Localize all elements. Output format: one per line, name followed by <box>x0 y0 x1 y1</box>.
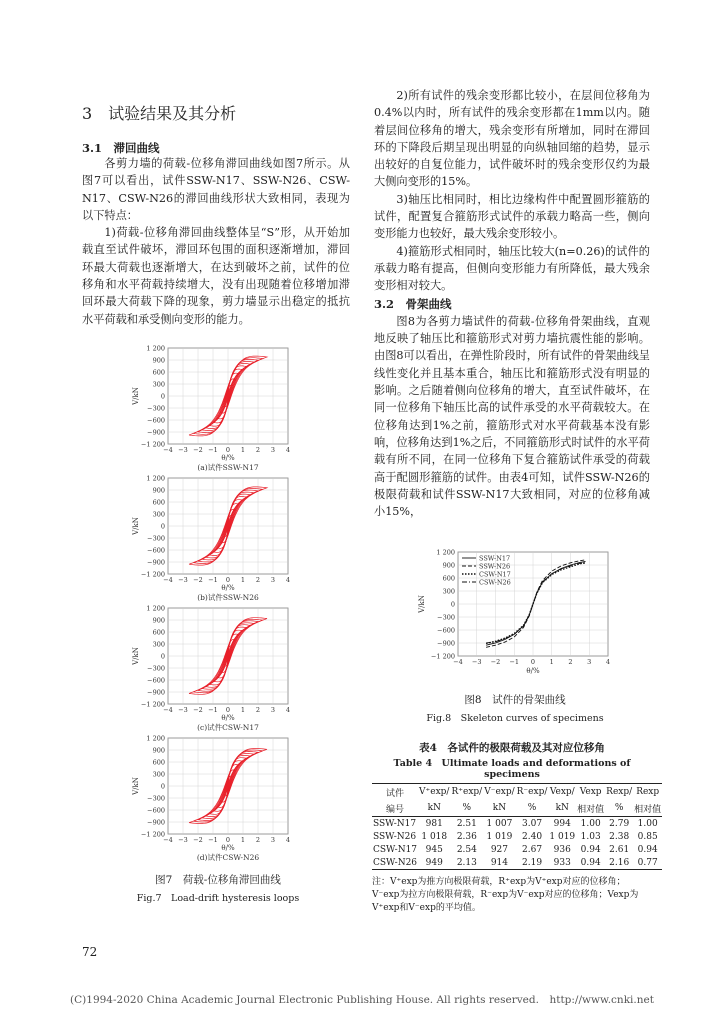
x-tick-label: −3 <box>178 706 188 714</box>
y-tick-label: 1 200 <box>146 734 165 743</box>
table-cell: 1.00 <box>637 818 658 829</box>
table-header-row <box>372 800 662 817</box>
header-cell: kN <box>483 800 515 817</box>
table-cell: 981 <box>425 818 443 829</box>
y-tick-label: 0 <box>160 392 165 401</box>
y-tick-label: 600 <box>152 758 165 767</box>
y-axis-label: V/kN <box>132 517 140 535</box>
y-tick-label: 600 <box>442 574 455 583</box>
y-tick-label: 0 <box>160 522 165 531</box>
x-tick-label: 1 <box>240 446 246 454</box>
y-tick-label: 1 200 <box>146 474 165 483</box>
panel-caption: (b)试件SSW-N26 <box>197 593 259 602</box>
table-cell: CSW-N26 <box>373 857 418 868</box>
x-tick-label: −4 <box>163 576 173 584</box>
header-cell: % <box>450 800 483 817</box>
paragraph: 1)荷载-位移角滞回曲线整体呈“S”形，从开始加载直至试件破坏，滞回环包围的面积逐渐增加，滞回环最大荷载也逐渐增大，在达到破坏之前，试件的位移角和水平荷载持续增大，没有出现随着位移增加滞回环最大荷载下降的现象，剪力墙显示出稳定的抵抗水平荷载和承受侧向变形的能力。 <box>82 226 350 326</box>
x-tick-label: −4 <box>163 446 173 454</box>
x-tick-label: −3 <box>471 658 482 666</box>
table-cell: 933 <box>548 856 576 870</box>
header-cell: Rexp/ <box>605 784 633 801</box>
x-tick-label: 3 <box>587 658 592 666</box>
x-tick-label: −1 <box>208 576 218 584</box>
y-tick-label: 1 200 <box>436 548 455 557</box>
y-tick-label: 300 <box>152 640 165 649</box>
figure-8 <box>410 548 620 726</box>
x-tick-label: 1 <box>240 576 246 584</box>
y-tick-label: −1 200 <box>140 700 165 709</box>
table-cell: SSW-N17 <box>373 818 417 829</box>
paragraph: 图8为各剪力墙试件的荷载-位移角骨架曲线，直观地反映了轴压比和箍筋形式对剪力墙抗震性能的影响。由图8可以看出，在弹性阶段时，所有试件的骨架曲线呈线性变化并且基本重合，轴压比和箍筋形式没有明显的影响。之后随着侧向位移角的增大，直至试件破坏，在同一位移角下轴压比高的试件承受的水平荷载较大。在位移角达到1%之前，箍筋形式对水平荷载基本没有影响，位移角达到1%之后，不同箍筋形式时试件的水平荷载有所不同，在同一位移角下复合箍筋试件承受的荷载高于配圆形箍筋的试件。由表4可知，试件SSW-N26的极限荷载和试件SSW-N17大致相同，对应的位移角减小15%， <box>374 314 650 519</box>
y-tick-label: 300 <box>152 510 165 519</box>
x-tick-label: 3 <box>270 706 276 714</box>
legend-label: CSW-N17 <box>479 570 511 579</box>
x-tick-label: −1 <box>208 706 218 714</box>
x-tick-label: 4 <box>285 576 291 584</box>
x-tick-label: −1 <box>208 446 218 454</box>
table-cell: 1 007 <box>486 818 513 829</box>
fig7-caption-en: Fig.7 Load-drift hysteresis loops <box>136 893 300 904</box>
subsection-heading-3-2: 3.2 骨架曲线 <box>374 296 452 311</box>
table4-title-cn: 表4 各试件的极限荷载及其对应位移角 <box>419 742 605 754</box>
table-cell: SSW-N26 <box>373 831 417 842</box>
y-tick-label: 300 <box>152 770 165 779</box>
y-tick-label: 600 <box>152 628 165 637</box>
y-tick-label: 900 <box>152 746 165 755</box>
y-tick-label: −1 200 <box>140 830 165 839</box>
header-cell: % <box>605 800 633 817</box>
y-axis-label: V/kN <box>132 387 140 405</box>
table-cell: 2.19 <box>516 856 549 870</box>
y-tick-label: −600 <box>147 806 165 815</box>
results-table <box>372 783 662 870</box>
header-cell: 相对值 <box>633 800 662 817</box>
x-axis-label: θ/% <box>221 584 235 592</box>
y-tick-label: 900 <box>442 561 455 570</box>
y-tick-label: −900 <box>147 818 165 827</box>
y-tick-label: 900 <box>152 616 165 625</box>
y-tick-label: −300 <box>147 664 165 673</box>
x-tick-label: 0 <box>225 836 231 844</box>
left-body <box>82 155 350 328</box>
header-cell: % <box>516 800 549 817</box>
table-header-row <box>372 784 662 801</box>
figure-7 <box>128 342 308 904</box>
header-cell: R⁻exp/ <box>516 784 549 801</box>
table-cell: 2.79 <box>609 818 630 829</box>
header-cell: kN <box>418 800 450 817</box>
x-tick-label: −4 <box>163 836 173 844</box>
y-tick-label: 0 <box>160 782 165 791</box>
table-row <box>372 856 662 870</box>
y-tick-label: −300 <box>147 534 165 543</box>
y-tick-label: 0 <box>160 652 165 661</box>
table-cell: 2.61 <box>609 844 630 855</box>
y-tick-label: 600 <box>152 498 165 507</box>
y-tick-label: −600 <box>147 676 165 685</box>
x-axis-label: θ/% <box>221 454 235 462</box>
y-axis-label: V/kN <box>132 647 140 665</box>
x-axis-label: θ/% <box>221 714 235 722</box>
hysteresis-panel <box>132 475 290 603</box>
x-tick-label: 2 <box>255 706 261 714</box>
x-tick-label: 2 <box>255 446 261 454</box>
hysteresis-panel <box>132 345 290 473</box>
header-cell: kN <box>548 800 576 817</box>
header-cell: 相对值 <box>576 800 605 817</box>
x-tick-label: 3 <box>270 576 276 584</box>
table-cell: 2.16 <box>605 856 633 870</box>
copyright-footer: (C)1994-2020 China Academic Journal Electronic Publishing House. All rights reserved. http://www.cnki.net <box>70 994 654 1006</box>
header-cell: Vexp <box>576 784 605 801</box>
table-cell: 2.40 <box>522 831 543 842</box>
table-cell: 945 <box>425 844 443 855</box>
paragraph: 各剪力墙的荷载-位移角滞回曲线如图7所示。从图7可以看出，试件SSW-N17、SSW-N26、CSW-N17、CSW-N26的滞回曲线形状大致相同，表现为以下特点： <box>82 157 350 222</box>
panel-caption: (d)试件CSW-N26 <box>196 853 260 862</box>
panel-caption: (a)试件SSW-N17 <box>197 463 259 472</box>
x-tick-label: −4 <box>453 658 463 666</box>
header-cell: 编号 <box>372 800 418 817</box>
legend-label: SSW-N26 <box>479 562 511 571</box>
table-cell: 1.03 <box>580 831 601 842</box>
paragraph: 2)所有试件的残余变形都比较小，在层间位移角为0.4%以内时，所有试件的残余变形都在1mm以内。随着层间位移角的增大，残余变形有所增加，同时在滞回环的下降段后期呈现出明显的向纵轴回缩的趋势，显示出较好的自复位能力，试件破坏时的残余变形仅约为最大侧向变形的15%。 <box>374 89 650 189</box>
hysteresis-panel <box>132 605 290 733</box>
y-tick-label: −300 <box>147 404 165 413</box>
hysteresis-panel <box>132 735 290 863</box>
panel-caption: (c)试件CSW-N17 <box>197 723 259 732</box>
page-number: 72 <box>82 945 98 959</box>
table-cell: 3.07 <box>522 818 543 829</box>
x-tick-label: 2 <box>568 658 573 666</box>
x-tick-label: 1 <box>240 836 246 844</box>
section-heading: 3 试验结果及其分析 <box>82 104 237 123</box>
x-tick-label: −2 <box>193 446 203 454</box>
x-tick-label: 0 <box>225 706 231 714</box>
legend-label: SSW-N17 <box>479 554 511 563</box>
y-tick-label: −600 <box>147 546 165 555</box>
table-row <box>372 817 662 831</box>
table-cell: 2.54 <box>456 844 477 855</box>
x-tick-label: −4 <box>163 706 173 714</box>
header-cell: Rexp <box>633 784 662 801</box>
x-tick-label: 3 <box>270 836 276 844</box>
fig8-caption-en: Fig.8 Skeleton curves of specimens <box>426 713 604 724</box>
y-tick-label: −1 200 <box>140 440 165 449</box>
table-cell: 2.36 <box>456 831 477 842</box>
table-cell: 949 <box>418 856 450 870</box>
x-tick-label: −2 <box>193 706 203 714</box>
x-tick-label: 4 <box>285 706 291 714</box>
x-tick-label: 2 <box>255 836 261 844</box>
table-row <box>372 830 662 843</box>
y-tick-label: 1 200 <box>146 344 165 353</box>
x-tick-label: −2 <box>193 836 203 844</box>
table4-note: 注：V⁺exp为推方向极限荷载，R⁺exp为V⁺exp对应的位移角；V⁻exp为拉方向极限荷载，R⁻exp为V⁻exp对应的位移角；Vexp为V⁺exp和V⁻exp的平均值。 <box>372 877 639 913</box>
x-tick-label: −3 <box>178 446 188 454</box>
table-cell: 1 019 <box>549 831 576 842</box>
x-tick-label: 1 <box>549 658 554 666</box>
y-tick-label: 300 <box>152 380 165 389</box>
x-tick-label: −3 <box>178 576 188 584</box>
y-tick-label: −300 <box>437 613 455 622</box>
paragraph: 4)箍筋形式相同时，轴压比较大(n=0.26)的试件的承载力略有提高，但侧向变形能力有所降低，最大残余变形相对较大。 <box>374 244 650 293</box>
table-4-block <box>372 740 662 915</box>
legend-label: CSW-N26 <box>479 578 511 587</box>
y-tick-label: −600 <box>437 626 455 635</box>
x-tick-label: 0 <box>225 446 231 454</box>
y-tick-label: −1 200 <box>430 652 455 661</box>
y-tick-label: 900 <box>152 356 165 365</box>
table-cell: 927 <box>490 844 509 855</box>
table-cell: 936 <box>553 844 571 855</box>
x-tick-label: −1 <box>208 836 218 844</box>
table-cell: 914 <box>483 856 515 870</box>
x-tick-label: 4 <box>285 836 291 844</box>
fig8-svg <box>410 548 620 688</box>
fig8-caption-cn: 图8 试件的骨架曲线 <box>464 694 566 706</box>
y-axis-label: V/kN <box>418 595 426 613</box>
header-cell: R⁺exp/ <box>450 784 483 801</box>
y-tick-label: −300 <box>147 794 165 803</box>
x-tick-label: −3 <box>178 836 188 844</box>
table-cell: 1 018 <box>421 831 448 842</box>
table-cell: 2.67 <box>522 844 543 855</box>
x-tick-label: 1 <box>240 706 246 714</box>
paragraph: 3)轴压比相同时，相比边缘构件中配置圆形箍筋的试件，配置复合箍筋形式试件的承载力略高一些，侧向变形能力也较好，最大残余变形较小。 <box>374 192 650 241</box>
y-tick-label: −900 <box>437 639 455 648</box>
table-cell: 0.94 <box>580 844 601 855</box>
table-cell: 2.51 <box>456 818 477 829</box>
table-cell: CSW-N17 <box>373 844 418 855</box>
table-cell: 0.77 <box>633 856 662 870</box>
table-cell: 2.13 <box>450 856 483 870</box>
y-tick-label: 300 <box>442 587 455 596</box>
y-tick-label: −900 <box>147 688 165 697</box>
fig7-svg <box>128 342 308 862</box>
table-cell: 0.94 <box>576 856 605 870</box>
subsection-heading-3-1: 3.1 滞回曲线 <box>82 141 160 155</box>
table-cell: 2.38 <box>609 831 630 842</box>
table-cell: 1.00 <box>580 818 601 829</box>
header-cell: V⁺exp/ <box>418 784 450 801</box>
fig7-caption-cn: 图7 荷载-位移角滞回曲线 <box>155 874 281 886</box>
x-axis-label: θ/% <box>526 667 540 675</box>
x-tick-label: 2 <box>255 576 261 584</box>
y-axis-label: V/kN <box>132 777 140 795</box>
y-tick-label: −1 200 <box>140 570 165 579</box>
table-cell: 0.94 <box>637 844 658 855</box>
x-tick-label: 4 <box>285 446 291 454</box>
y-tick-label: 0 <box>450 600 455 609</box>
y-tick-label: 1 200 <box>146 604 165 613</box>
x-axis-label: θ/% <box>221 844 235 852</box>
table-cell: 1 019 <box>486 831 513 842</box>
x-tick-label: 0 <box>530 658 536 666</box>
header-cell: Vexp/ <box>548 784 576 801</box>
y-tick-label: −600 <box>147 416 165 425</box>
table4-title-en: Table 4 Ultimate loads and deformations of specimens <box>393 758 631 780</box>
x-tick-label: −2 <box>490 658 501 666</box>
x-tick-label: −1 <box>509 658 520 666</box>
table-cell: 994 <box>553 818 571 829</box>
right-body-top <box>374 87 650 520</box>
table-cell: 0.85 <box>637 831 658 842</box>
y-tick-label: 600 <box>152 368 165 377</box>
x-tick-label: 3 <box>270 446 276 454</box>
y-tick-label: 900 <box>152 486 165 495</box>
x-tick-label: −2 <box>193 576 203 584</box>
x-tick-label: 0 <box>225 576 231 584</box>
header-cell: V⁻exp/ <box>483 784 515 801</box>
table-row <box>372 843 662 856</box>
x-tick-label: 4 <box>605 658 611 666</box>
header-cell: 试件 <box>372 784 418 801</box>
y-tick-label: −900 <box>147 428 165 437</box>
y-tick-label: −900 <box>147 558 165 567</box>
